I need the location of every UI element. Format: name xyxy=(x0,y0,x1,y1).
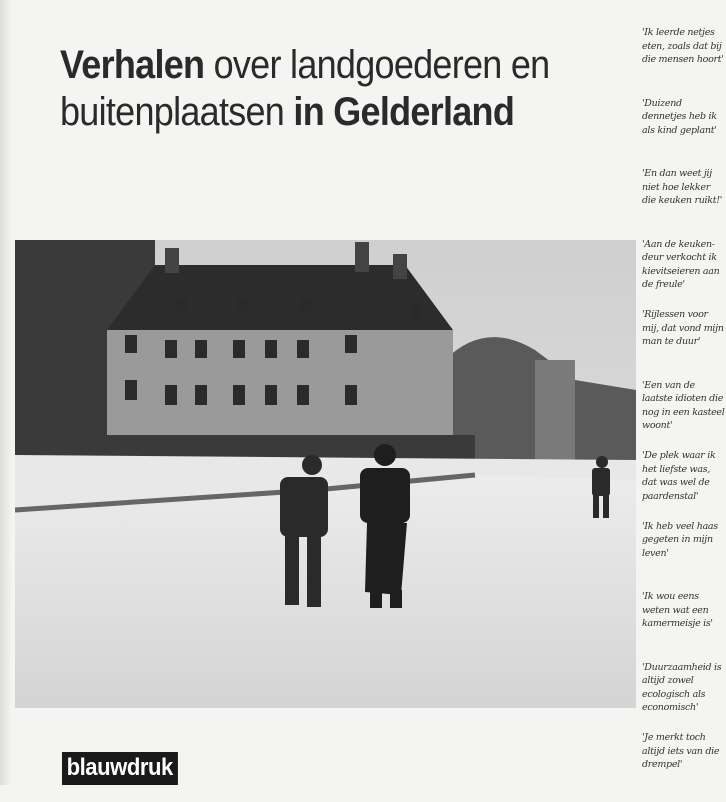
title-bold-2: in Gelderland xyxy=(293,90,515,134)
quote: 'Ik heb veel haas gegeten in mijn leven' xyxy=(642,520,718,559)
quote: 'Aan de keuken-deur verkocht ik kievitseieren aan de freule' xyxy=(642,238,720,290)
title-bold-1: Verhalen xyxy=(60,43,205,87)
quote: 'Rijlessen voor mij, dat vond mijn man te duur' xyxy=(642,309,724,347)
quote: 'Duizend dennetjes heb ik als kind geplant' xyxy=(642,97,717,136)
quotes-column xyxy=(642,26,726,802)
quote: 'En dan weet jij niet hoe lekker die keuken ruikt!' xyxy=(642,168,723,206)
book-title xyxy=(60,42,549,136)
book-spine-edge xyxy=(0,0,12,785)
title-text-1: over landgoederen en xyxy=(204,43,550,87)
quote: 'Een van de laatste idioten die nog in een kasteel woont' xyxy=(642,379,725,431)
manor-house xyxy=(107,242,453,450)
cover-photo-skaters-estate xyxy=(15,240,636,708)
quote: 'Ik wou eens weten wat een kamermeisje is' xyxy=(642,591,713,629)
publisher-logo: blauwdruk xyxy=(62,752,177,785)
quote: 'Duurzaamheid is altijd zowel ecologisch als economisch' xyxy=(642,661,722,713)
quote: 'Ik leerde netjes eten, zoals dat bij die mensen hoort' xyxy=(642,27,724,65)
quote: 'De plek waar ik het liefste was, dat was wel de paardenstal' xyxy=(642,450,716,502)
quote: 'Je merkt toch altijd iets van die drempel' xyxy=(642,732,720,770)
title-text-2: buitenplaatsen xyxy=(60,90,294,134)
